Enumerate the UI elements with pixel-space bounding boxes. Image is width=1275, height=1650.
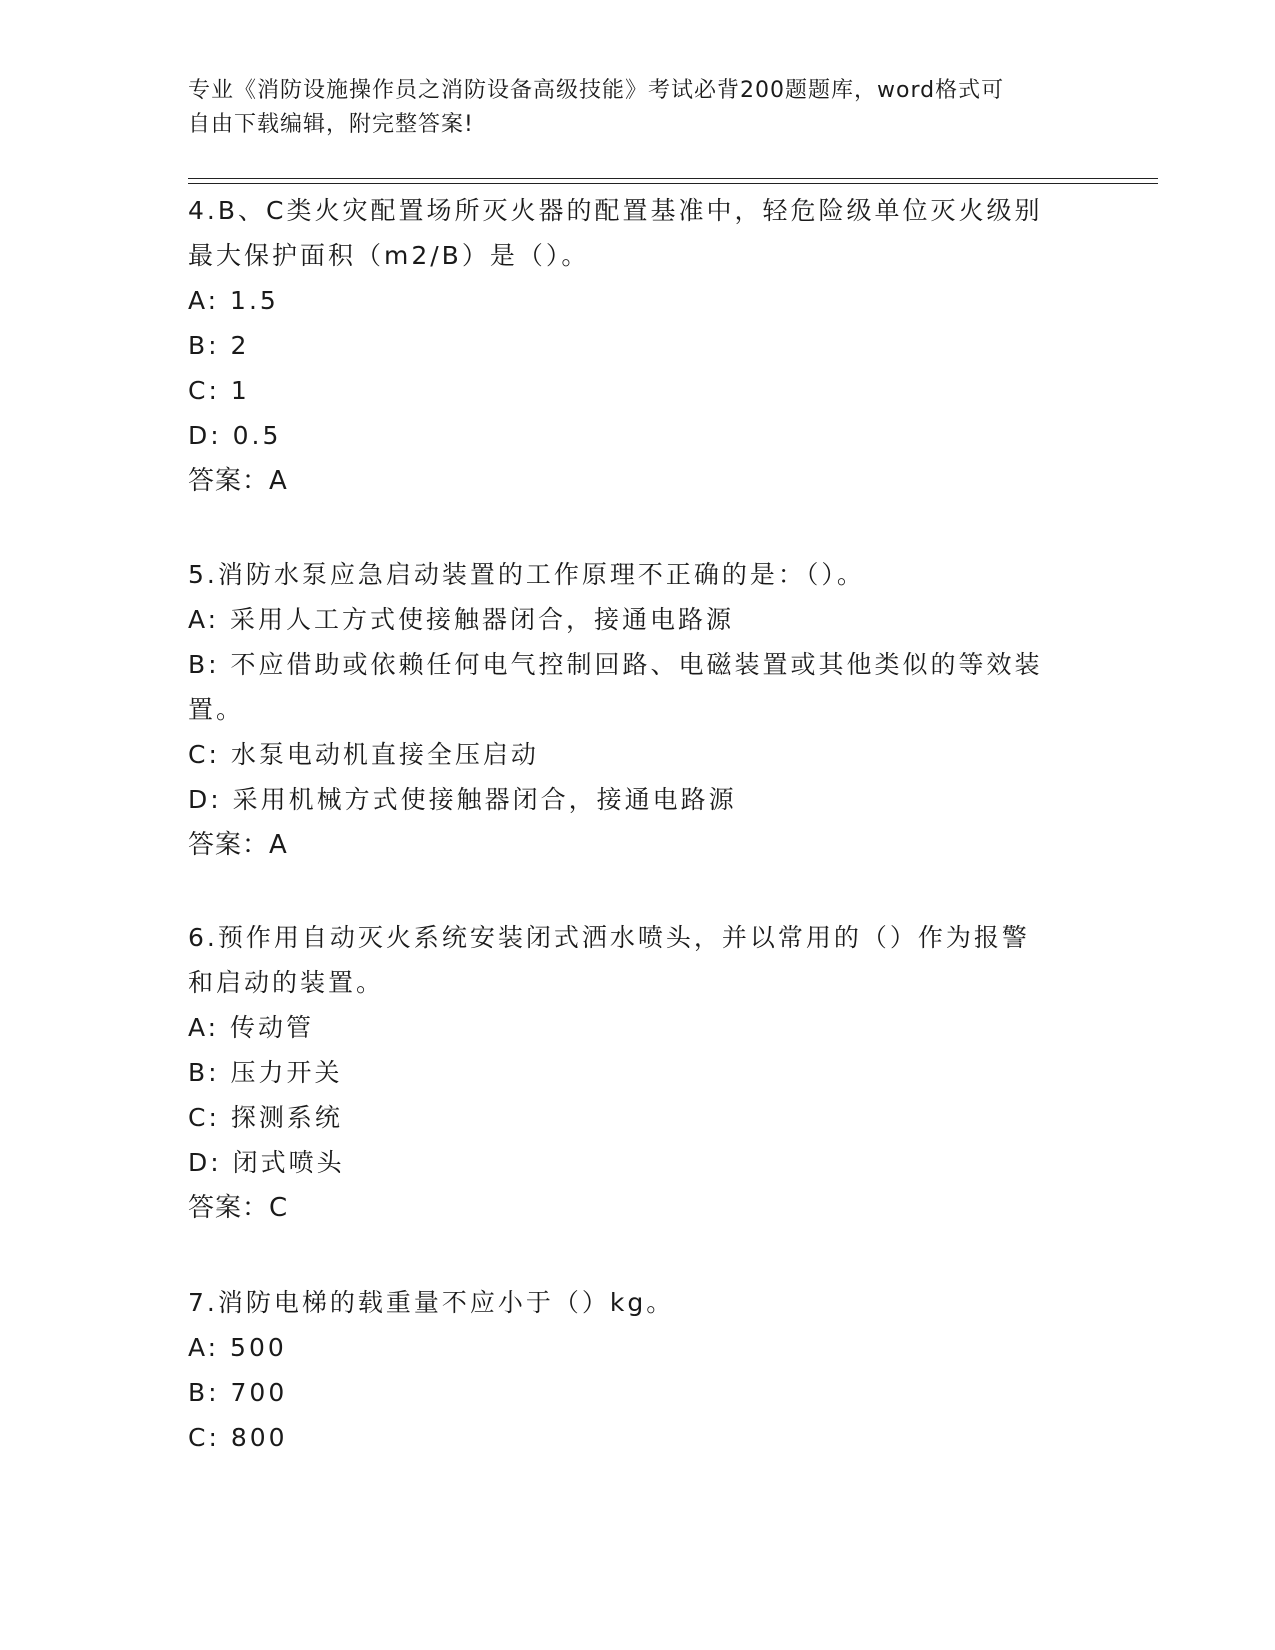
header-divider-top: [188, 178, 1158, 179]
question-6: [188, 915, 1088, 1231]
option-c: C: 探测系统: [188, 1103, 343, 1132]
answer-label: 答案：A: [188, 466, 288, 496]
option-b: B: 700: [188, 1378, 288, 1407]
option-d: D: 0.5: [188, 421, 282, 450]
question-7: [188, 1280, 1088, 1460]
option-a: A: 采用人工方式使接触器闭合，接通电路源: [188, 605, 735, 634]
question-stem: 7.消防电梯的载重量不应小于（）kg。: [188, 1288, 675, 1317]
answer-label: 答案：C: [188, 1193, 289, 1223]
option-d: D: 闭式喷头: [188, 1148, 345, 1177]
question-4: [188, 188, 1088, 504]
header-divider-bottom: [188, 183, 1158, 184]
option-b: B: 2: [188, 331, 250, 360]
document-header: [188, 74, 1088, 142]
answer-label: 答案：A: [188, 830, 288, 860]
header-line-2: 自由下载编辑，附完整答案!: [188, 112, 474, 137]
option-a: A: 传动管: [188, 1013, 315, 1042]
header-line-1: 专业《消防设施操作员之消防设备高级技能》考试必背200题题库，word格式可: [188, 78, 1005, 103]
question-stem: 4.B、C类火灾配置场所灭火器的配置基准中，轻危险级单位灭火级别: [188, 196, 1043, 225]
option-c: C: 1: [188, 376, 250, 405]
question-stem-continued: 最大保护面积（m2/B）是（）。: [188, 241, 590, 270]
option-c: C: 800: [188, 1423, 288, 1452]
option-b-continued: 置。: [188, 695, 245, 724]
question-5: [188, 552, 1088, 868]
option-c: C: 水泵电动机直接全压启动: [188, 740, 539, 769]
option-b: B: 不应借助或依赖任何电气控制回路、电磁装置或其他类似的等效装: [188, 650, 1043, 679]
question-stem-continued: 和启动的装置。: [188, 968, 385, 997]
option-a: A: 500: [188, 1333, 287, 1362]
option-b: B: 压力开关: [188, 1058, 343, 1087]
question-stem: 5.消防水泵应急启动装置的工作原理不正确的是：（）。: [188, 560, 865, 589]
option-a: A: 1.5: [188, 286, 279, 315]
option-d: D: 采用机械方式使接触器闭合，接通电路源: [188, 785, 737, 814]
question-stem: 6.预作用自动灭火系统安装闭式洒水喷头，并以常用的（）作为报警: [188, 923, 1030, 952]
